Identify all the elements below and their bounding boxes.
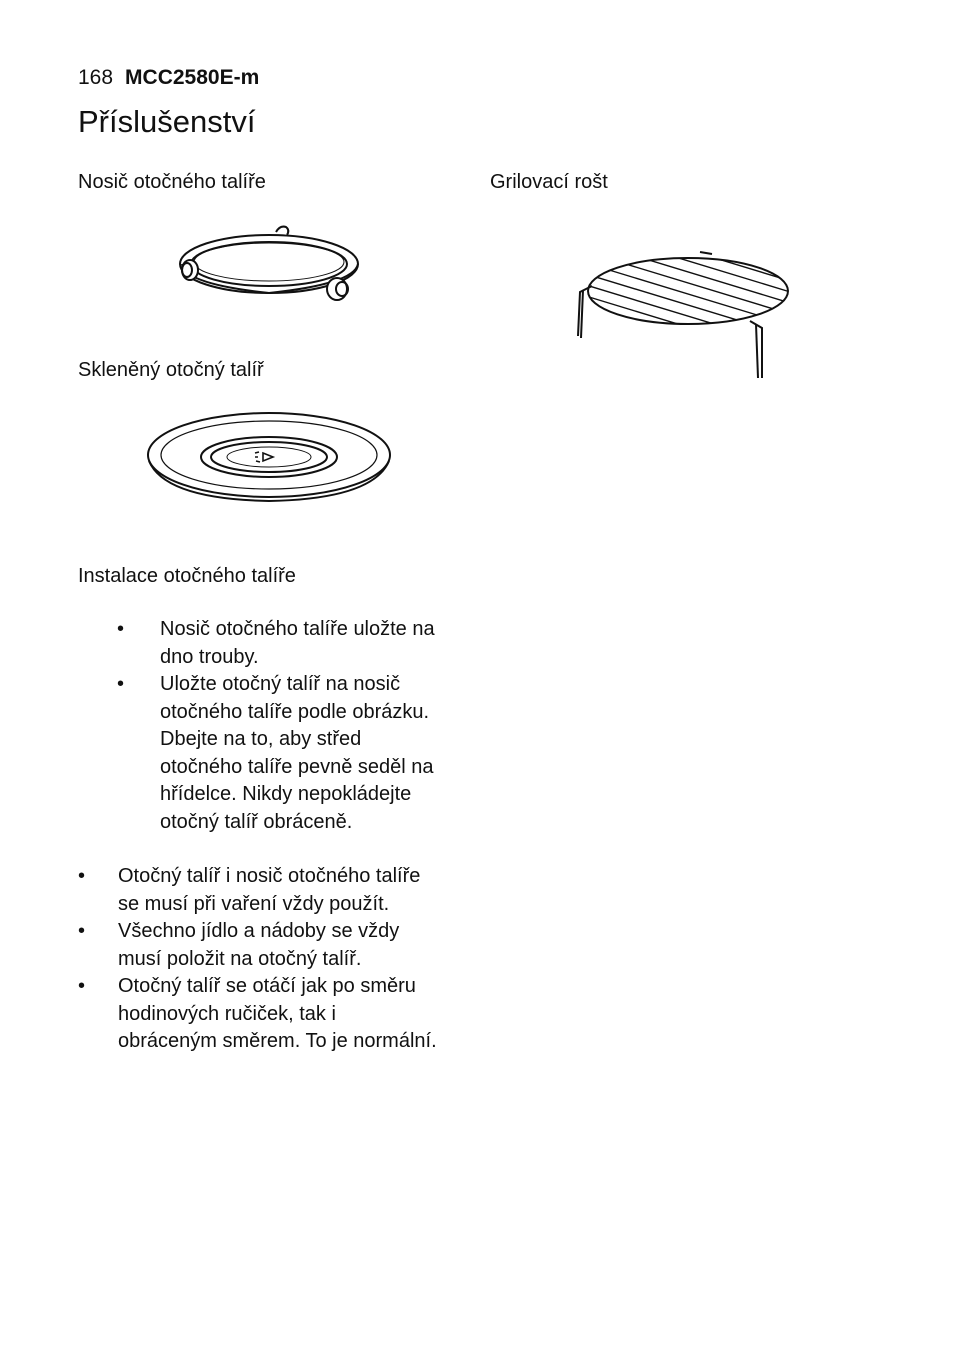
list-item <box>78 863 437 918</box>
bullet-icon: • <box>78 920 86 942</box>
grill-rack-illustration <box>570 246 800 384</box>
step-line: Nosič otočného talíře uložte na <box>160 618 435 640</box>
bullet-icon: • <box>78 975 86 997</box>
page-header <box>78 64 259 92</box>
bullet-icon: • <box>117 618 125 640</box>
turntable-support-label: Nosič otočného talíře <box>78 171 266 193</box>
list-item <box>117 616 435 671</box>
note-line: musí položit na otočný talíř. <box>118 947 362 970</box>
page-title: Příslušenství <box>78 104 256 139</box>
step-line: hřídelce. Nikdy nepokládejte <box>160 783 412 805</box>
note-line: se musí při vaření vždy použít. <box>118 892 390 915</box>
notes-list <box>78 863 437 1056</box>
step-line: Dbejte na to, aby střed <box>160 728 362 750</box>
list-item <box>117 671 435 836</box>
note-line: Všechno jídlo a nádoby se vždy <box>118 920 400 942</box>
note-line: Otočný talíř se otáčí jak po směru <box>118 975 416 997</box>
installation-heading: Instalace otočného talíře <box>78 565 296 587</box>
bullet-icon: • <box>78 865 86 887</box>
step-line: dno trouby. <box>160 645 259 668</box>
list-item <box>78 973 437 1056</box>
model-name: MCC2580E-m <box>125 66 260 89</box>
step-line: otočný talíř obráceně. <box>160 810 353 833</box>
installation-steps-list <box>117 616 435 836</box>
step-line: otočného talíře podle obrázku. <box>160 700 430 723</box>
step-line: otočného talíře pevně seděl na <box>160 755 434 778</box>
page-number: 168 <box>78 66 114 89</box>
turntable-support-illustration <box>172 218 372 308</box>
note-line: obráceným směrem. To je normální. <box>118 1030 437 1052</box>
glass-turntable-label: Skleněný otočný talíř <box>78 359 264 381</box>
step-line: Uložte otočný talíř na nosič <box>160 673 401 695</box>
glass-turntable-illustration <box>145 405 395 505</box>
note-line: Otočný talíř i nosič otočného talíře <box>118 865 421 887</box>
list-item <box>78 918 437 973</box>
bullet-icon: • <box>117 673 125 695</box>
note-line: hodinových ručiček, tak i <box>118 1002 336 1025</box>
grill-rack-label: Grilovací rošt <box>490 171 608 193</box>
